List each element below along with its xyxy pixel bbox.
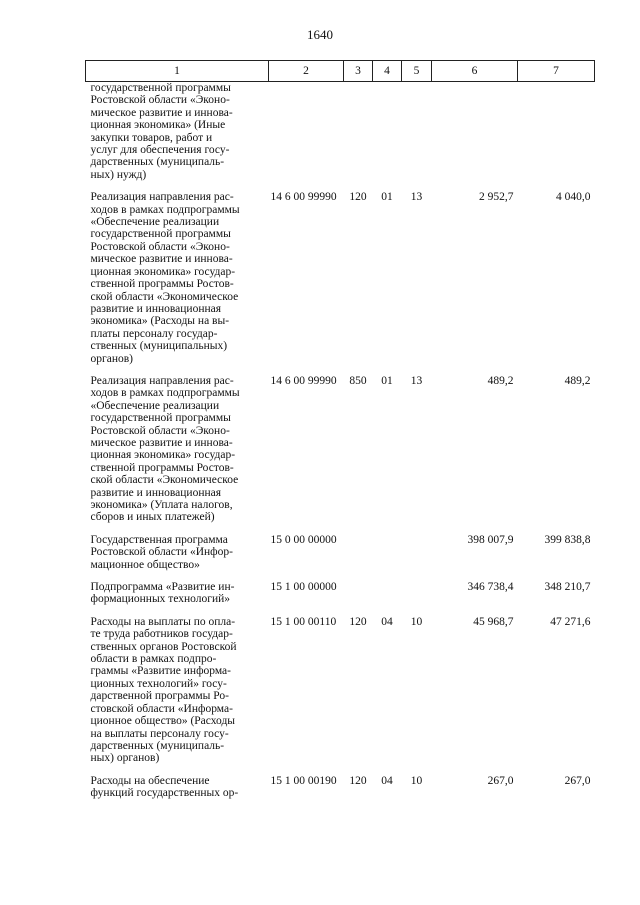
- row-code: 14 6 00 99990: [270, 374, 337, 387]
- row-amount-7: 4 040,0: [556, 191, 591, 204]
- table-row: [86, 191, 595, 365]
- row-col-3: 120: [349, 774, 367, 787]
- row-col-4: 01: [381, 374, 393, 387]
- row-description: Расходы на обеспечение функций государственных ор-: [90, 774, 239, 800]
- header-col-2: 2: [269, 61, 344, 82]
- row-col-4: [373, 534, 402, 571]
- row-col-5: 13: [410, 191, 423, 204]
- row-col-5: [402, 534, 432, 571]
- header-col-6: 6: [432, 61, 518, 82]
- header-col-3: 3: [344, 61, 373, 82]
- row-amount-7: 399 838,8: [544, 533, 591, 546]
- row-col-4: [373, 581, 402, 606]
- row-code: [269, 82, 344, 182]
- page-number: 1640: [307, 27, 333, 42]
- row-amount-7: 348 210,7: [544, 581, 591, 594]
- row-code: 15 1 00 00190: [270, 774, 337, 787]
- row-description: Реализация направления рас- ходов в рамках подпрограммы «Обеспечение реализации государственной программы Ростовской области «Эконо- мическое развитие и иннова- ционная экономика» государ- ственной программы Ростов- ской области «Экономическое развитие и инновационная экономика» (Расходы на вы- платы персоналу государ- ственных (муниципальных) органов): [90, 191, 240, 365]
- row-amount-6: 45 968,7: [473, 615, 514, 628]
- table-row: [86, 581, 595, 606]
- row-amount-7: 489,2: [564, 374, 591, 387]
- row-col-3: 850: [349, 374, 367, 387]
- row-col-5: [402, 581, 432, 606]
- header-col-4: 4: [373, 61, 402, 82]
- row-code: 15 1 00 00110: [270, 615, 337, 628]
- row-code: 14 6 00 99990: [270, 191, 337, 204]
- row-amount-7: 47 271,6: [550, 615, 591, 628]
- row-col-5: 10: [410, 774, 423, 787]
- header-col-5: 5: [402, 61, 432, 82]
- row-col-4: 04: [381, 774, 393, 787]
- row-code: 15 0 00 00000: [270, 533, 337, 546]
- row-description: Реализация направления рас- ходов в рамках подпрограммы «Обеспечение реализации государственной программы Ростовской области «Эконо- мическое развитие и иннова- ционная экономика» государ- ственной программы Ростов- ской области «Экономическое развитие и инновационная экономика» (Уплата налогов, сборов и иных платежей): [90, 374, 240, 524]
- row-description: Государственная программа Ростовской области «Инфор- мационное общество»: [90, 533, 233, 571]
- row-col-5: 10: [410, 615, 423, 628]
- row-col-4: 01: [381, 191, 393, 204]
- row-amount-6: 398 007,9: [467, 533, 514, 546]
- table-row: [86, 616, 595, 765]
- budget-table: [85, 60, 595, 800]
- row-col-5: 13: [410, 374, 423, 387]
- table-row: [86, 534, 595, 571]
- row-amount-7: 267,0: [564, 774, 591, 787]
- header-col-7: 7: [518, 61, 595, 82]
- table-row: [86, 775, 595, 800]
- row-amount-6: 267,0: [487, 774, 514, 787]
- table-row: [86, 82, 595, 182]
- row-amount-6: 489,2: [487, 374, 514, 387]
- header-col-1: 1: [86, 61, 269, 82]
- row-description: Расходы на выплаты по опла- те труда работников государ- ственных органов Ростовской области в рамках подпро- граммы «Развитие информа- ционных технологий» госу- дарственной программы Ро- стовской области «Информа- ционное общество» (Расходы на выплаты персоналу госу- дарственных (муниципаль- ных) органов): [90, 615, 237, 765]
- row-col-4: [373, 82, 402, 182]
- row-amount-6: [432, 82, 518, 182]
- row-col-3: 120: [349, 615, 367, 628]
- table-row: [86, 375, 595, 524]
- row-description: государственной программы Ростовской области «Эконо- мическое развитие и иннова- ционная экономика» (Иные закупки товаров, работ и услуг для обеспечения госу- дарственных (муниципаль- ных) нужд): [90, 82, 233, 181]
- row-col-3: [344, 534, 373, 571]
- row-col-3: [344, 82, 373, 182]
- row-amount-6: 2 952,7: [479, 191, 514, 204]
- row-description: Подпрограмма «Развитие ин- формационных технологий»: [90, 581, 235, 606]
- table-header-row: [86, 61, 595, 82]
- row-col-3: 120: [349, 191, 367, 204]
- row-col-5: [402, 82, 432, 182]
- row-code: 15 1 00 00000: [270, 581, 337, 594]
- row-amount-7: [518, 82, 595, 182]
- row-amount-6: 346 738,4: [467, 581, 514, 594]
- row-col-3: [344, 581, 373, 606]
- row-col-4: 04: [381, 615, 393, 628]
